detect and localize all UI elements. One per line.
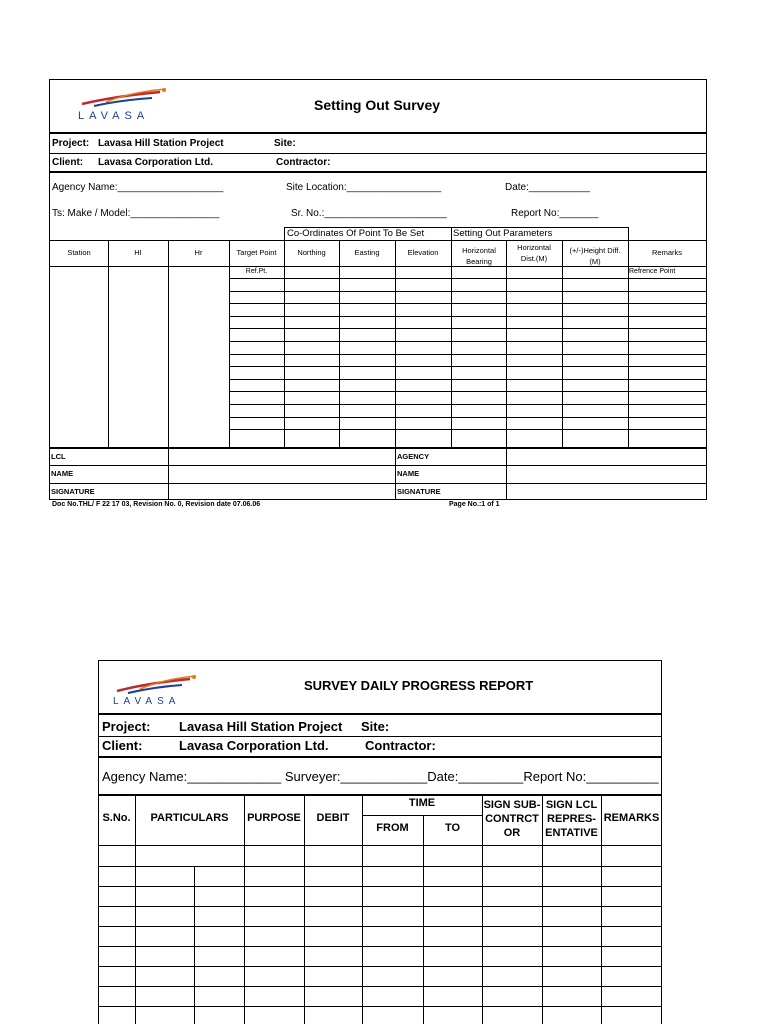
doc-number: Doc No.THL/ F 22 17 03, Revision No. 0, Revision date 07.06.06	[52, 501, 261, 508]
table-row-line	[98, 906, 662, 907]
setting-out-group-header: Setting Out Parameters	[453, 228, 553, 239]
info-line: Agency Name:_____________ Surveyer:____________Date:_________Report No:__________	[102, 769, 659, 784]
agency-label: AGENCY	[397, 452, 430, 461]
col-from: FROM	[376, 822, 409, 834]
col-remarks: REMARKS	[603, 812, 660, 824]
table-row-line	[98, 866, 662, 867]
report-no-field: Report No:_______	[511, 208, 599, 219]
client-value: Lavasa Corporation Ltd.	[98, 157, 214, 168]
table-row-line	[98, 926, 662, 927]
table-row-line	[98, 966, 662, 967]
logo-text: LAVASA	[78, 110, 150, 122]
col-hr: Hr	[194, 248, 203, 257]
form-title: Setting Out Survey	[314, 97, 441, 113]
ts-make-field: Ts: Make / Model:________________	[52, 208, 220, 219]
table-row-line	[229, 366, 707, 367]
logo-text: LAVASA	[113, 696, 181, 707]
col-time: TIME	[408, 797, 436, 809]
col-horizontal-bearing: Horizontal Bearing	[462, 246, 496, 266]
col-sign-lcl-2: REPRES-	[547, 813, 596, 825]
coordinates-group-header: Co-Ordinates Of Point To Be Set	[287, 228, 425, 239]
lcl-name-label: NAME	[51, 469, 74, 478]
col-remarks: Remarks	[651, 248, 682, 257]
table-row-line	[229, 354, 707, 355]
client-value: Lavasa Corporation Ltd.	[179, 738, 329, 753]
project-value: Lavasa Hill Station Project	[179, 719, 343, 734]
table-row-line	[229, 404, 707, 405]
table-row-line	[98, 1006, 662, 1007]
sr-no-field: Sr. No.:______________________	[291, 208, 447, 219]
contractor-label: Contractor:	[276, 157, 331, 168]
contractor-label: Contractor:	[365, 738, 436, 753]
col-purpose: PURPOSE	[247, 812, 301, 824]
col-station: Station	[67, 248, 91, 257]
col-sign-lcl-3: ENTATIVE	[545, 827, 598, 839]
project-label: Project:	[52, 138, 90, 149]
col-target-point: Target Point	[236, 248, 277, 257]
col-sign-subcontractor-3: OR	[503, 827, 521, 839]
table-row-line	[229, 391, 707, 392]
lcl-signature-label: SIGNATURE	[51, 487, 95, 496]
table-row-line	[229, 291, 707, 292]
agency-signature-label: SIGNATURE	[397, 487, 441, 496]
col-easting: Easting	[354, 248, 380, 257]
page-number: Page No.:1 of 1	[449, 501, 500, 508]
col-to: TO	[444, 822, 461, 834]
client-label: Client:	[52, 157, 84, 168]
client-label: Client:	[102, 738, 143, 753]
table-row-line	[229, 328, 707, 329]
form-title: SURVEY DAILY PROGRESS REPORT	[304, 678, 534, 693]
col-sign-lcl-1: SIGN LCL	[545, 799, 598, 811]
agency-name-field: Agency Name:___________________	[52, 182, 224, 193]
table-row-line	[98, 946, 662, 947]
col-sign-subcontractor-1: SIGN SUB-	[483, 799, 541, 811]
project-value: Lavasa Hill Station Project	[98, 138, 224, 149]
table-row-line	[229, 341, 707, 342]
table-row-line	[229, 278, 707, 279]
table-row-line	[229, 316, 707, 317]
col-height-diff: (+/-)Height Diff.(M)	[569, 246, 621, 266]
date-field: Date:___________	[505, 182, 591, 193]
col-horizontal-dist: Horizontal Dist.(M)	[517, 243, 551, 263]
col-sign-subcontractor-2: CONTRCT	[485, 813, 539, 825]
reference-point-cell: Refrence Point	[629, 268, 676, 275]
col-northing: Northing	[297, 248, 326, 257]
lcl-label: LCL	[51, 452, 66, 461]
site-location-field: Site Location:_________________	[286, 182, 442, 193]
table-row-line	[98, 886, 662, 887]
table-row-line	[229, 429, 707, 430]
col-elevation: Elevation	[407, 248, 439, 257]
col-sno: S.No.	[102, 812, 131, 824]
table-row-line	[229, 417, 707, 418]
col-particulars: PARTICULARS	[150, 812, 229, 824]
ref-pt-cell: Ref.Pt.	[245, 268, 268, 275]
site-label: Site:	[274, 138, 296, 149]
table-row-line	[98, 986, 662, 987]
table-row-line	[229, 379, 707, 380]
table-row-line	[229, 303, 707, 304]
col-debit: DEBIT	[316, 812, 350, 824]
site-label: Site:	[361, 719, 390, 734]
agency-name-label: NAME	[397, 469, 420, 478]
col-hi: HI	[134, 248, 142, 257]
project-label: Project:	[102, 719, 151, 734]
